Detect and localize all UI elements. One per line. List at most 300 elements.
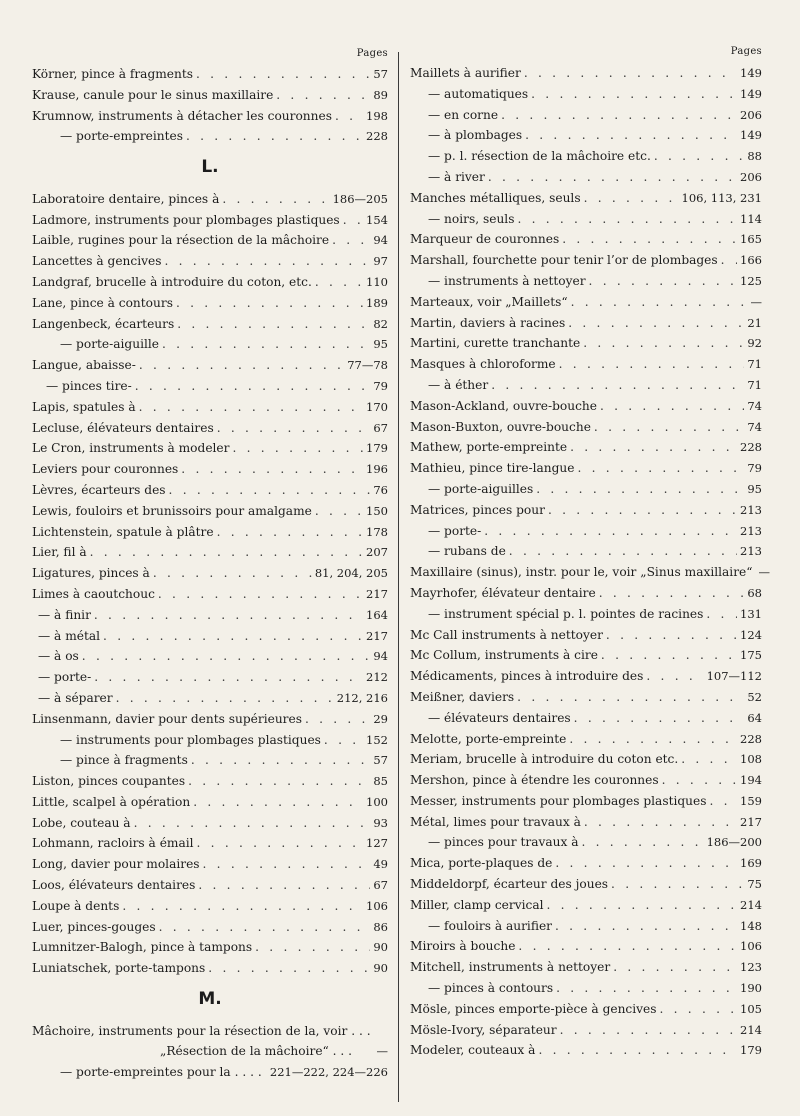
- entry-label: Lobe, couteau à: [32, 815, 131, 830]
- page-number: 71: [747, 357, 762, 372]
- page-number: 114: [740, 211, 762, 226]
- leader-dots: [548, 500, 737, 521]
- page-number: 124: [740, 627, 762, 642]
- leader-dots: [654, 146, 745, 167]
- leader-dots: [162, 334, 370, 355]
- leader-dots: [606, 625, 737, 646]
- entry-label: Marqueur de couronnes: [410, 232, 560, 247]
- index-entry: [32, 917, 388, 938]
- leader-dots: [188, 771, 370, 792]
- entry-label: — automatiques: [428, 86, 529, 101]
- entry-label: Lancettes à gencives: [32, 254, 162, 269]
- entry-label: Mica, porte-plaques de: [410, 856, 553, 871]
- leader-dots: [525, 125, 737, 146]
- page-number: 64: [747, 710, 762, 725]
- page-number: 106: [740, 939, 762, 954]
- page-number: 217: [740, 814, 762, 829]
- index-entry: [32, 709, 388, 730]
- pages-label-left: Pages: [356, 48, 388, 59]
- entry-label: Lohmann, racloirs à émail: [32, 836, 194, 851]
- page-number: 95: [747, 481, 762, 496]
- leader-dots: [94, 605, 363, 626]
- index-entry: [410, 313, 762, 334]
- leader-dots: [517, 209, 737, 230]
- leader-dots: [177, 314, 370, 335]
- entry-label: Mösle, pinces emporte-pièce à gencives: [410, 1001, 657, 1016]
- entry-label: Loupe à dents: [32, 898, 120, 913]
- entry-label: — porte-empreintes pour la . . . .: [60, 1065, 262, 1080]
- entry-label: Luniatschek, porte-tampons: [32, 961, 206, 976]
- page-number: 94: [373, 649, 388, 664]
- page-number: 170: [366, 399, 388, 414]
- entry-label: Manches métalliques, seuls: [410, 190, 581, 205]
- entry-label: „Résection de la mâchoire“ . . .: [160, 1044, 353, 1059]
- page-number: 175: [740, 648, 762, 663]
- entry-label: — porte-: [428, 523, 482, 538]
- page-number: 125: [740, 273, 762, 288]
- leader-dots: [589, 271, 738, 292]
- index-entry: [410, 770, 762, 791]
- leader-dots: [568, 313, 744, 334]
- leader-dots: [491, 375, 744, 396]
- index-entry: [410, 604, 762, 625]
- entry-label: — à éther: [428, 377, 489, 392]
- leader-dots: [139, 397, 363, 418]
- entry-label: Leviers pour couronnes: [32, 462, 179, 477]
- index-entry: [32, 251, 388, 272]
- entry-label: — pinces pour travaux à: [428, 835, 579, 850]
- entry-label: Lapis, spatules à: [32, 399, 136, 414]
- index-entry: [32, 418, 388, 439]
- leader-dots: [524, 63, 737, 84]
- page-number: 206: [740, 107, 762, 122]
- entry-label: Marteaux, voir „Maillets“: [410, 294, 568, 309]
- index-entry: [32, 85, 388, 106]
- leader-dots: [324, 730, 363, 751]
- index-entry: [32, 1062, 388, 1083]
- page-number: 194: [740, 773, 762, 788]
- page-number: 49: [373, 857, 388, 872]
- index-entry: [410, 957, 762, 978]
- entry-label: Liston, pinces coupantes: [32, 774, 186, 789]
- index-entry: [32, 314, 388, 335]
- entry-label: — porte-empreintes: [60, 129, 183, 144]
- page-number: 152: [366, 732, 388, 747]
- index-entry: [32, 376, 388, 397]
- page-number: 90: [373, 940, 388, 955]
- leader-dots: [203, 854, 371, 875]
- page-number: 149: [740, 86, 762, 101]
- entry-label: Mitchell, instruments à nettoyer: [410, 960, 611, 975]
- index-entry: [410, 105, 762, 126]
- page-number: —: [758, 565, 770, 580]
- page-number: 92: [747, 336, 762, 351]
- entry-label: Limes à caoutchouc: [32, 586, 155, 601]
- leader-dots: [662, 770, 737, 791]
- index-entry: [410, 999, 762, 1020]
- page-number: 149: [740, 66, 762, 80]
- index-entry: [410, 333, 762, 354]
- index-entry: [32, 688, 388, 709]
- page-number: —: [376, 1044, 388, 1059]
- index-entry: [410, 791, 762, 812]
- leader-dots: [193, 792, 363, 813]
- leader-dots: [181, 459, 363, 480]
- page-number: 196: [366, 462, 388, 477]
- index-entry: [410, 562, 770, 583]
- index-entry: [410, 354, 762, 375]
- page-number: 150: [366, 503, 388, 518]
- index-entry: [410, 188, 762, 209]
- entry-label: Mayrhofer, élévateur dentaire: [410, 585, 596, 600]
- index-entry: [410, 84, 762, 105]
- index-entry: [32, 833, 388, 854]
- index-entry: [410, 63, 762, 84]
- page-number: 127: [366, 836, 388, 851]
- page-number: 149: [740, 128, 762, 143]
- entry-label: Ladmore, instruments pour plombages plastiques: [32, 212, 340, 227]
- entry-label: — instruments à nettoyer: [428, 273, 586, 288]
- index-entry: [32, 522, 388, 543]
- index-entry: [32, 230, 388, 251]
- leader-dots: [191, 750, 371, 771]
- page-number: 228: [366, 129, 388, 144]
- page-number: 52: [747, 689, 762, 704]
- page-number: 106: [366, 898, 388, 913]
- page-number: 169: [740, 856, 762, 871]
- leader-dots: [139, 355, 344, 376]
- right-entries: [410, 63, 770, 1061]
- leader-dots: [488, 167, 737, 188]
- page-number: 75: [747, 877, 762, 892]
- entry-label: Langenbeck, écarteurs: [32, 316, 175, 331]
- entry-label: Lecluse, élévateurs dentaires: [32, 420, 214, 435]
- section-heading: M.: [198, 989, 222, 1010]
- index-entry: [410, 936, 762, 957]
- leader-dots: [518, 936, 737, 957]
- entry-label: — pinces à contours: [428, 981, 554, 996]
- leader-dots: [681, 749, 737, 770]
- page-number: 106, 113, 231: [681, 190, 762, 205]
- page-number: 198: [366, 108, 388, 123]
- entry-label: — porte-aiguilles: [428, 481, 534, 496]
- index-entry: [32, 937, 388, 958]
- page-number: 81, 204, 205: [314, 566, 388, 581]
- page-number: 214: [740, 897, 762, 912]
- leader-dots: [276, 85, 370, 106]
- leader-dots: [517, 687, 744, 708]
- entry-label: — à séparer: [38, 690, 113, 705]
- leader-dots: [198, 875, 370, 896]
- index-entry: [410, 729, 762, 750]
- entry-label: Melotte, porte-empreinte: [410, 731, 567, 746]
- leader-dots: [197, 833, 364, 854]
- entry-label: Langue, abaisse-: [32, 358, 136, 373]
- page-number: 159: [740, 793, 762, 808]
- page-number: 221—222, 224—226: [269, 1065, 388, 1080]
- index-entry: [32, 64, 388, 85]
- page-number: 110: [366, 274, 388, 289]
- entry-label: Mösle-Ivory, séparateur: [410, 1022, 557, 1037]
- index-entry: [32, 272, 388, 293]
- entry-label: Martin, daviers à racines: [410, 315, 566, 330]
- page-number: 108: [740, 752, 762, 767]
- entry-label: — pince à fragments: [60, 753, 188, 768]
- entry-label: Lier, fil à: [32, 545, 87, 560]
- entry-label: Mason-Buxton, ouvre-bouche: [410, 419, 591, 434]
- index-entry: [410, 708, 762, 729]
- index-entry: [32, 667, 388, 688]
- page-number: 164: [366, 607, 388, 622]
- page-number: 79: [373, 378, 388, 393]
- entry-label: — noirs, seuls: [428, 211, 515, 226]
- entry-label: — rubans de: [428, 544, 506, 559]
- page-number: 213: [740, 544, 762, 559]
- index-entry: [410, 916, 762, 937]
- index-entry: [32, 875, 388, 896]
- index-entry: [410, 874, 762, 895]
- page-number: 71: [747, 377, 762, 392]
- leader-dots: [135, 376, 371, 397]
- index-entry: [410, 812, 762, 833]
- entry-label: Landgraf, brucelle à introduire du coton, etc.: [32, 274, 312, 289]
- page-number: 74: [747, 419, 762, 434]
- entry-label: Médicaments, pinces à introduire des: [410, 669, 644, 684]
- leader-dots: [570, 437, 737, 458]
- page-number: 186—200: [706, 835, 762, 850]
- leader-dots: [578, 458, 745, 479]
- entry-label: Masques à chloroforme: [410, 357, 556, 372]
- index-entry: [32, 459, 388, 480]
- page-number: 67: [373, 878, 388, 893]
- index-entry: [32, 1021, 388, 1042]
- leader-dots: [710, 791, 738, 812]
- page-number: 107—112: [706, 669, 762, 684]
- index-entry: [410, 645, 762, 666]
- index-entry: [410, 209, 762, 230]
- entry-label: — p. l. résection de la mâchoire etc.: [428, 149, 651, 164]
- page-number: 217: [366, 586, 388, 601]
- index-entry: [32, 896, 388, 917]
- entry-label: Linsenmann, davier pour dents supérieures: [32, 711, 302, 726]
- entry-label: Loos, élévateurs dentaires: [32, 878, 196, 893]
- leader-dots: [601, 645, 737, 666]
- entry-label: — instruments pour plombages plastiques: [60, 732, 321, 747]
- leader-dots: [153, 563, 312, 584]
- leader-dots: [305, 709, 370, 730]
- entry-label: Messer, instruments pour plombages plastiques: [410, 793, 707, 808]
- page-number: 88: [747, 149, 762, 164]
- leader-dots: [315, 501, 363, 522]
- leader-dots: [501, 105, 737, 126]
- leader-dots: [90, 542, 363, 563]
- page-number: 93: [373, 815, 388, 830]
- page-number: 228: [740, 731, 762, 746]
- leader-dots: [217, 418, 371, 439]
- entry-label: Meriam, brucelle à introduire du coton etc.: [410, 752, 679, 767]
- leader-dots: [255, 937, 370, 958]
- page-number: 57: [373, 67, 388, 81]
- pages-label-right: Pages: [730, 46, 762, 57]
- entry-label: Lichtenstein, spatule à plâtre: [32, 524, 214, 539]
- entry-label: Le Cron, instruments à modeler: [32, 441, 230, 456]
- entry-label: Marshall, fourchette pour tenir l’or de plombages: [410, 253, 718, 268]
- index-entry: [32, 646, 388, 667]
- page-number: 68: [747, 585, 762, 600]
- entry-label: Krumnow, instruments à détacher les couronnes: [32, 108, 332, 123]
- entry-label: Métal, limes pour travaux à: [410, 814, 581, 829]
- leader-dots: [164, 251, 370, 272]
- entry-label: Maillets à aurifier: [410, 66, 521, 80]
- leader-dots: [613, 957, 737, 978]
- index-entry: [410, 396, 762, 417]
- index-entry: [410, 687, 762, 708]
- index-entry: [410, 853, 762, 874]
- leader-dots: [94, 667, 363, 688]
- page-number: 179: [366, 441, 388, 456]
- entry-label: — fouloirs à aurifier: [428, 918, 552, 933]
- entry-label: Lewis, fouloirs et brunissoirs pour amalgame: [32, 503, 312, 518]
- leader-dots: [335, 106, 363, 127]
- page-number: 212: [366, 670, 388, 685]
- entry-label: Mâchoire, instruments pour la résection de la, voir . . .: [32, 1023, 371, 1038]
- page-number: 89: [373, 87, 388, 102]
- leader-dots: [134, 813, 371, 834]
- leader-dots: [569, 729, 737, 750]
- leader-dots: [600, 396, 744, 417]
- index-entry: [410, 749, 762, 770]
- index-entry: [32, 626, 388, 647]
- leader-dots: [103, 626, 363, 647]
- entry-label: Long, davier pour molaires: [32, 857, 200, 872]
- leader-dots: [116, 688, 334, 709]
- entry-label: Modeler, couteaux à: [410, 1043, 536, 1058]
- leader-dots: [538, 1040, 737, 1061]
- entry-label: Mc Call instruments à nettoyer: [410, 627, 603, 642]
- index-entry: [32, 750, 388, 771]
- index-entry: [32, 792, 388, 813]
- page-number: 189: [366, 295, 388, 310]
- leader-dots: [208, 958, 370, 979]
- leader-dots: [594, 417, 744, 438]
- index-entry: [32, 189, 388, 210]
- section-heading: L.: [201, 157, 219, 178]
- entry-label: Martini, curette tranchante: [410, 336, 581, 351]
- entry-label: Mc Collum, instruments à cire: [410, 648, 598, 663]
- entry-label: Miller, clamp cervical: [410, 897, 544, 912]
- page-number: 154: [366, 212, 388, 227]
- entry-label: Laible, rugines pour la résection de la mâchoire: [32, 233, 330, 248]
- leader-dots: [315, 272, 363, 293]
- leader-dots: [584, 812, 737, 833]
- index-entry: [410, 832, 762, 853]
- index-entry: [410, 146, 762, 167]
- index-entry: [410, 292, 762, 313]
- page-number: 131: [740, 606, 762, 621]
- page-number: 79: [747, 461, 762, 476]
- page-number: 213: [740, 523, 762, 538]
- entry-label: — en corne: [428, 107, 499, 122]
- entry-label: — à os: [38, 649, 79, 664]
- leader-dots: [660, 999, 738, 1020]
- page-number: 90: [373, 961, 388, 976]
- index-entry: [32, 771, 388, 792]
- page-number: 207: [366, 545, 388, 560]
- page-number: 214: [740, 1022, 762, 1037]
- leader-dots: [560, 1020, 737, 1041]
- entry-label: — à river: [428, 169, 485, 184]
- leader-dots: [82, 646, 371, 667]
- page-number: 179: [740, 1043, 762, 1058]
- leader-dots: [232, 438, 363, 459]
- leader-dots: [186, 126, 363, 147]
- leader-dots: [559, 354, 745, 375]
- index-entry: [410, 229, 762, 250]
- index-entry: [410, 895, 762, 916]
- entry-label: — à métal: [38, 628, 101, 643]
- page-number: 123: [740, 960, 762, 975]
- index-entry: [410, 1020, 762, 1041]
- leader-dots: [562, 229, 737, 250]
- page-number: 212, 216: [336, 690, 388, 705]
- entry-label: Matrices, pinces pour: [410, 502, 545, 517]
- leader-dots: [509, 541, 737, 562]
- leader-dots: [332, 230, 370, 251]
- entry-label: Lèvres, écarteurs des: [32, 482, 166, 497]
- leader-dots: [571, 292, 748, 313]
- index-entry: [410, 437, 762, 458]
- leader-dots: [555, 853, 737, 874]
- page-number: 166: [740, 253, 762, 268]
- entry-label: Lumnitzer-Balogh, pince à tampons: [32, 940, 253, 955]
- leader-dots: [343, 210, 363, 231]
- page-number: 74: [747, 398, 762, 413]
- leader-dots: [706, 604, 737, 625]
- entry-label: Little, scalpel à opération: [32, 794, 191, 809]
- leader-dots: [176, 293, 363, 314]
- page-number: 190: [740, 981, 762, 996]
- entry-label: Mason-Ackland, ouvre-bouche: [410, 398, 597, 413]
- index-entry: [410, 1040, 762, 1061]
- entry-label: Lane, pince à contours: [32, 295, 173, 310]
- index-entry: [410, 479, 762, 500]
- index-entry: [410, 521, 762, 542]
- page-number: 94: [373, 233, 388, 248]
- leader-dots: [169, 480, 371, 501]
- entry-label: Ligatures, pinces à: [32, 566, 150, 581]
- column-divider: [398, 52, 399, 1102]
- leader-dots: [583, 333, 744, 354]
- index-entry: [410, 250, 762, 271]
- index-entry: [32, 854, 388, 875]
- entry-label: — à plombages: [428, 128, 523, 143]
- index-entry: [32, 584, 388, 605]
- page-number: —: [750, 294, 762, 309]
- index-entry: [32, 542, 388, 563]
- index-entry: [32, 1041, 388, 1062]
- page-number: 95: [373, 337, 388, 352]
- index-entry: [410, 500, 762, 521]
- page-number: 228: [740, 440, 762, 455]
- page-number: 217: [366, 628, 388, 643]
- entry-label: — porte-: [38, 670, 92, 685]
- index-entry: [32, 480, 388, 501]
- index-entry: [32, 501, 388, 522]
- leader-dots: [584, 188, 679, 209]
- leader-dots: [196, 64, 370, 85]
- page-number: 77—78: [347, 358, 388, 373]
- index-entry: [410, 271, 762, 292]
